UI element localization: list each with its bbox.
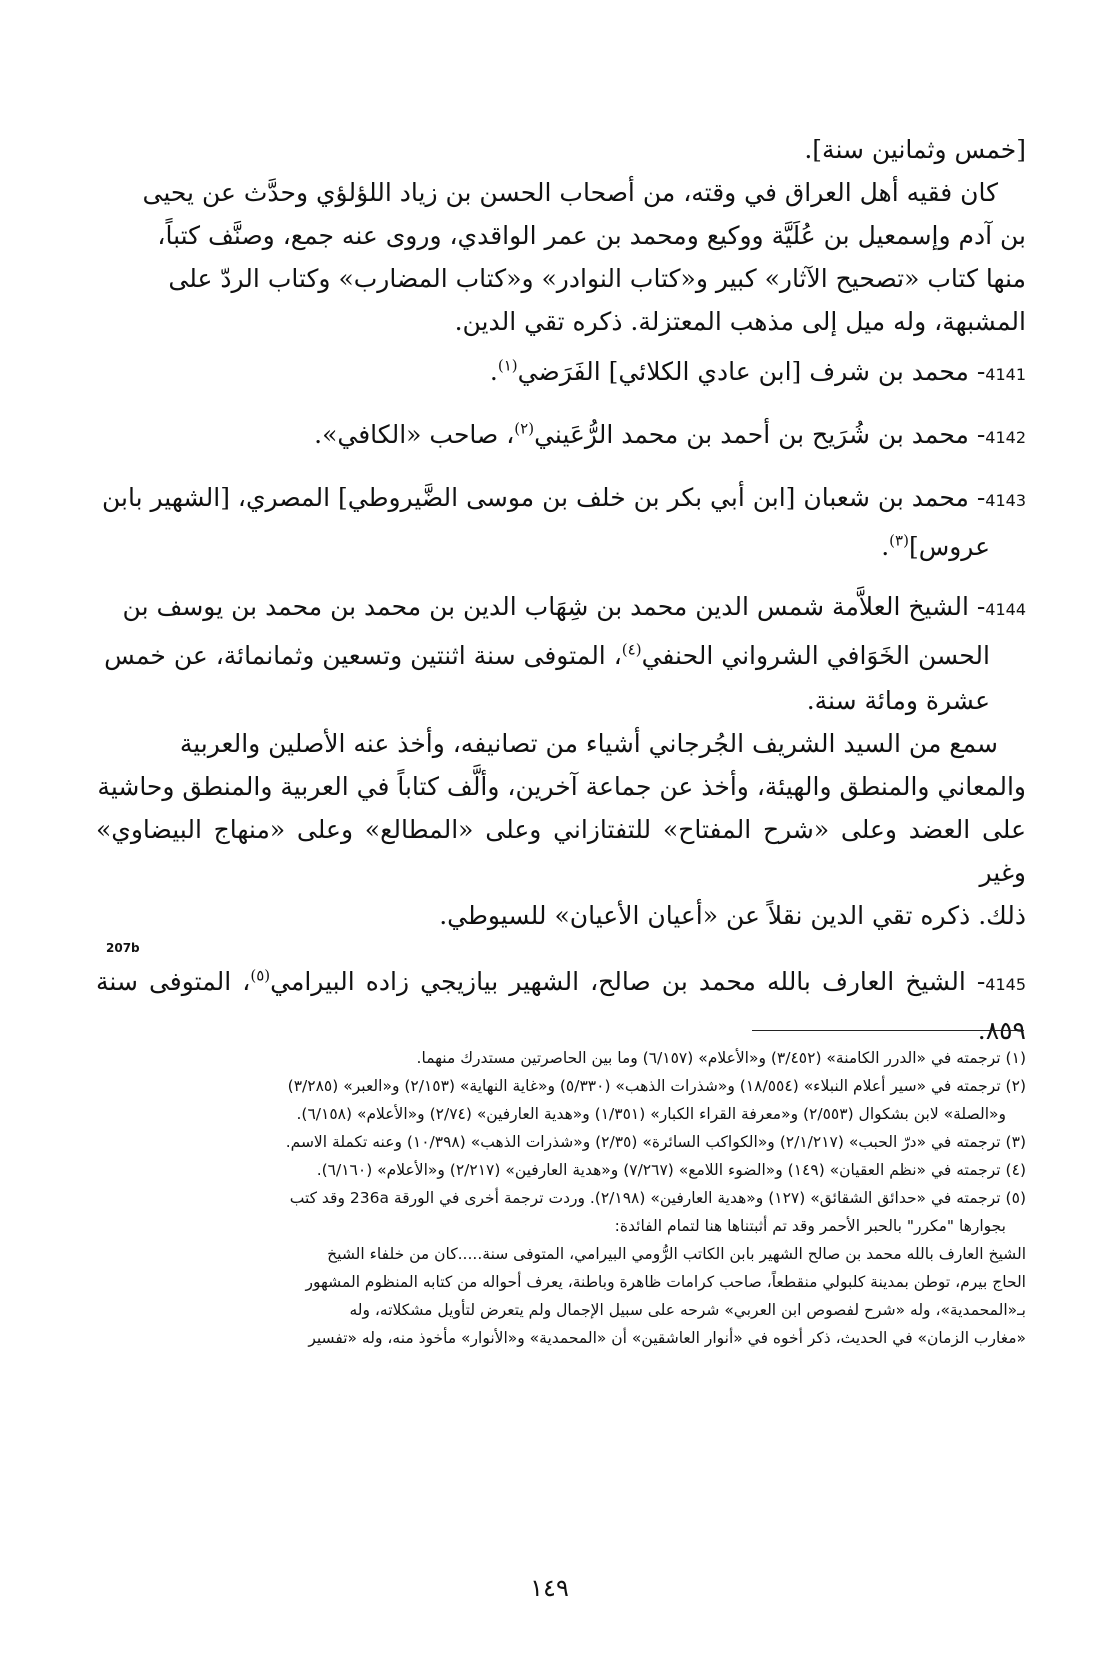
footnote-5-quote-line: بـ«المحمدية»، وله «شرح لفصوص ابن العربي» شرحه على سبيل الإجمال ولم يتعرض لتأويل مشكلاته، وله (349, 1301, 1026, 1319)
biography-paragraph-2 (96, 722, 1026, 937)
text-line: ذلك. ذكره تقي الدين نقلاً عن «أعيان الأعيان» للسيوطي. (439, 901, 1026, 930)
entry-number: 4145 (985, 975, 1026, 994)
folio-marker: 207b (106, 941, 140, 955)
intro-line: [خمس وثمانين سنة]. (804, 135, 1026, 164)
entry-text: عروس] (908, 532, 990, 561)
entry-tail: ، صاحب «الكافي». (314, 420, 515, 449)
footnote-5-quote-line: الحاج بيرم، توطن بمدينة كلبولي منقطعاً، صاحب كرامات ظاهرة وباطنة، يعرف أحواله من كتابه المنظوم المشهور (305, 1273, 1026, 1291)
text-line: على العضد وعلى «شرح المفتاح» للتفتازاني وعلى «المطالع» وعلى «منهاج البيضاوي» وغير (96, 815, 1026, 887)
footnote-divider (752, 1030, 1024, 1031)
entry-number: 4142 (985, 428, 1026, 447)
biography-paragraph-1 (96, 171, 1026, 343)
entry-text: - محمد بن شعبان [ابن أبي بكر بن خلف بن موسى الضَّيروطي] المصري، [الشهير بابن (101, 483, 986, 512)
footnote-marker: (٥) (250, 966, 271, 985)
entry-text: - الشيخ العارف بالله محمد بن صالح، الشهير بيازيجي زاده البيرامي (270, 967, 986, 996)
entry-tail: . (489, 357, 498, 386)
text-line: والمعاني والمنطق والهيئة، وأخذ عن جماعة آخرين، وألَّف كتاباً في العربية والمنطق وحاشية (97, 772, 1026, 801)
entry-text: - الشيخ العلاَّمة شمس الدين محمد بن شِهَاب الدين بن محمد بن محمد بن يوسف بن (122, 592, 986, 621)
text-line: سمع من السيد الشريف الجُرجاني أشياء من تصانيفه، وأخذ عنه الأصلين والعربية (179, 729, 998, 758)
entry-4142 (96, 412, 1026, 461)
footnote-marker: (٣) (889, 531, 909, 550)
entry-tail: . (881, 532, 890, 561)
text-line: بن آدم وإسمعيل بن عُلَيَّة ووكيع ومحمد بن عمر الواقدي، وروى عنه جمع، وصنَّف كتباً، (157, 221, 1026, 250)
footnote-5-quote-line: «مغارب الزمان» في الحديث، ذكر أخوه في «أنوار العاشقين» أن «المحمدية» و«الأنوار» مأخوذ منه، وله «تفسير (308, 1329, 1026, 1347)
entry-number: 4141 (985, 365, 1026, 384)
footnote-2: (٢) ترجمته في «سير أعلام النبلاء» (١٨/٥٥٤) و«شذرات الذهب» (٥/٣٣٠) و«غاية النهاية» (٢/١٥٣) و«العبر» (٣/٢٨٥) (287, 1077, 1026, 1095)
main-text (96, 128, 1026, 1054)
entry-tail: ، المتوفى سنة اثنتين وتسعين وثمانمائة، عن خمس (104, 641, 622, 670)
text-line: المشبهة، وله ميل إلى مذهب المعتزلة. ذكره تقي الدين. (454, 307, 1026, 336)
text-line: منها كتاب «تصحيح الآثار» كبير و«كتاب النوادر» و«كتاب المضارب» وكتاب الردّ على (168, 264, 1026, 293)
entry-4141 (96, 349, 1026, 398)
footnote-5-quote-line: الشيخ العارف بالله محمد بن صالح الشهير بابن الكاتب الرُّومي البيرامي، المتوفى سنة.....كان من خلفاء الشيخ (327, 1245, 1026, 1263)
footnote-4: (٤) ترجمته في «نظم العقيان» (١٤٩) و«الضوء اللامع» (٧/٢٦٧) و«هدية العارفين» (٢/٢١٧) و«الأعلام» (٦/١٦٠). (316, 1161, 1026, 1179)
entry-4144 (96, 584, 1026, 722)
text-line: كان فقيه أهل العراق في وقته، من أصحاب الحسن بن زياد اللؤلؤي وحدَّث عن يحيى (142, 178, 998, 207)
footnote-5-continuation: بجوارها "مكرر" بالحبر الأحمر وقد تم أثبتناها هنا لتمام الفائدة: (614, 1217, 1006, 1235)
footnote-marker: (٤) (621, 640, 642, 659)
entry-text: الحسن الخَوَافي الشرواني الحنفي (641, 641, 990, 670)
entry-4143 (96, 475, 1026, 570)
entry-4145 (96, 959, 1026, 1054)
footnote-marker: (١) (497, 356, 518, 375)
entry-text: - محمد بن شُرَيح بن أحمد بن محمد الرُّعَيني (534, 420, 986, 449)
entry-text: - محمد بن شرف [ابن عادي الكلائي] الفَرَضي (517, 357, 986, 386)
page-number: ١٤٩ (530, 1574, 569, 1602)
footnote-5: (٥) ترجمته في «حدائق الشقائق» (١٢٧) و«هدية العارفين» (٢/١٩٨). وردت ترجمة أخرى في الورقة 236a وقد كتب (289, 1189, 1026, 1207)
text-line: عشرة ومائة سنة. (806, 686, 990, 715)
entry-number: 4143 (985, 491, 1026, 510)
footnotes (96, 1044, 1026, 1352)
footnote-marker: (٢) (514, 419, 535, 438)
entry-tail: ، المتوفى سنة ٨٥٩. (96, 967, 1026, 1045)
footnote-2-continuation: و«الصلة» لابن بشكوال (٢/٥٥٣) و«معرفة القراء الكبار» (١/٣٥١) و«هدية العارفين» (٢/٧٤) و«الأعلام» (٦/١٥٨). (296, 1105, 1006, 1123)
footnote-1: (١) ترجمته في «الدرر الكامنة» (٣/٤٥٢) و«الأعلام» (٦/١٥٧) وما بين الحاصرتين مستدرك منهما. (416, 1049, 1026, 1067)
entry-number: 4144 (985, 600, 1026, 619)
footnote-3: (٣) ترجمته في «درّ الحبب» (٢/١/٢١٧) و«الكواكب السائرة» (٢/٣٥) و«شذرات الذهب» (١٠/٣٩٨) وعنه تكملة الاسم. (285, 1133, 1026, 1151)
